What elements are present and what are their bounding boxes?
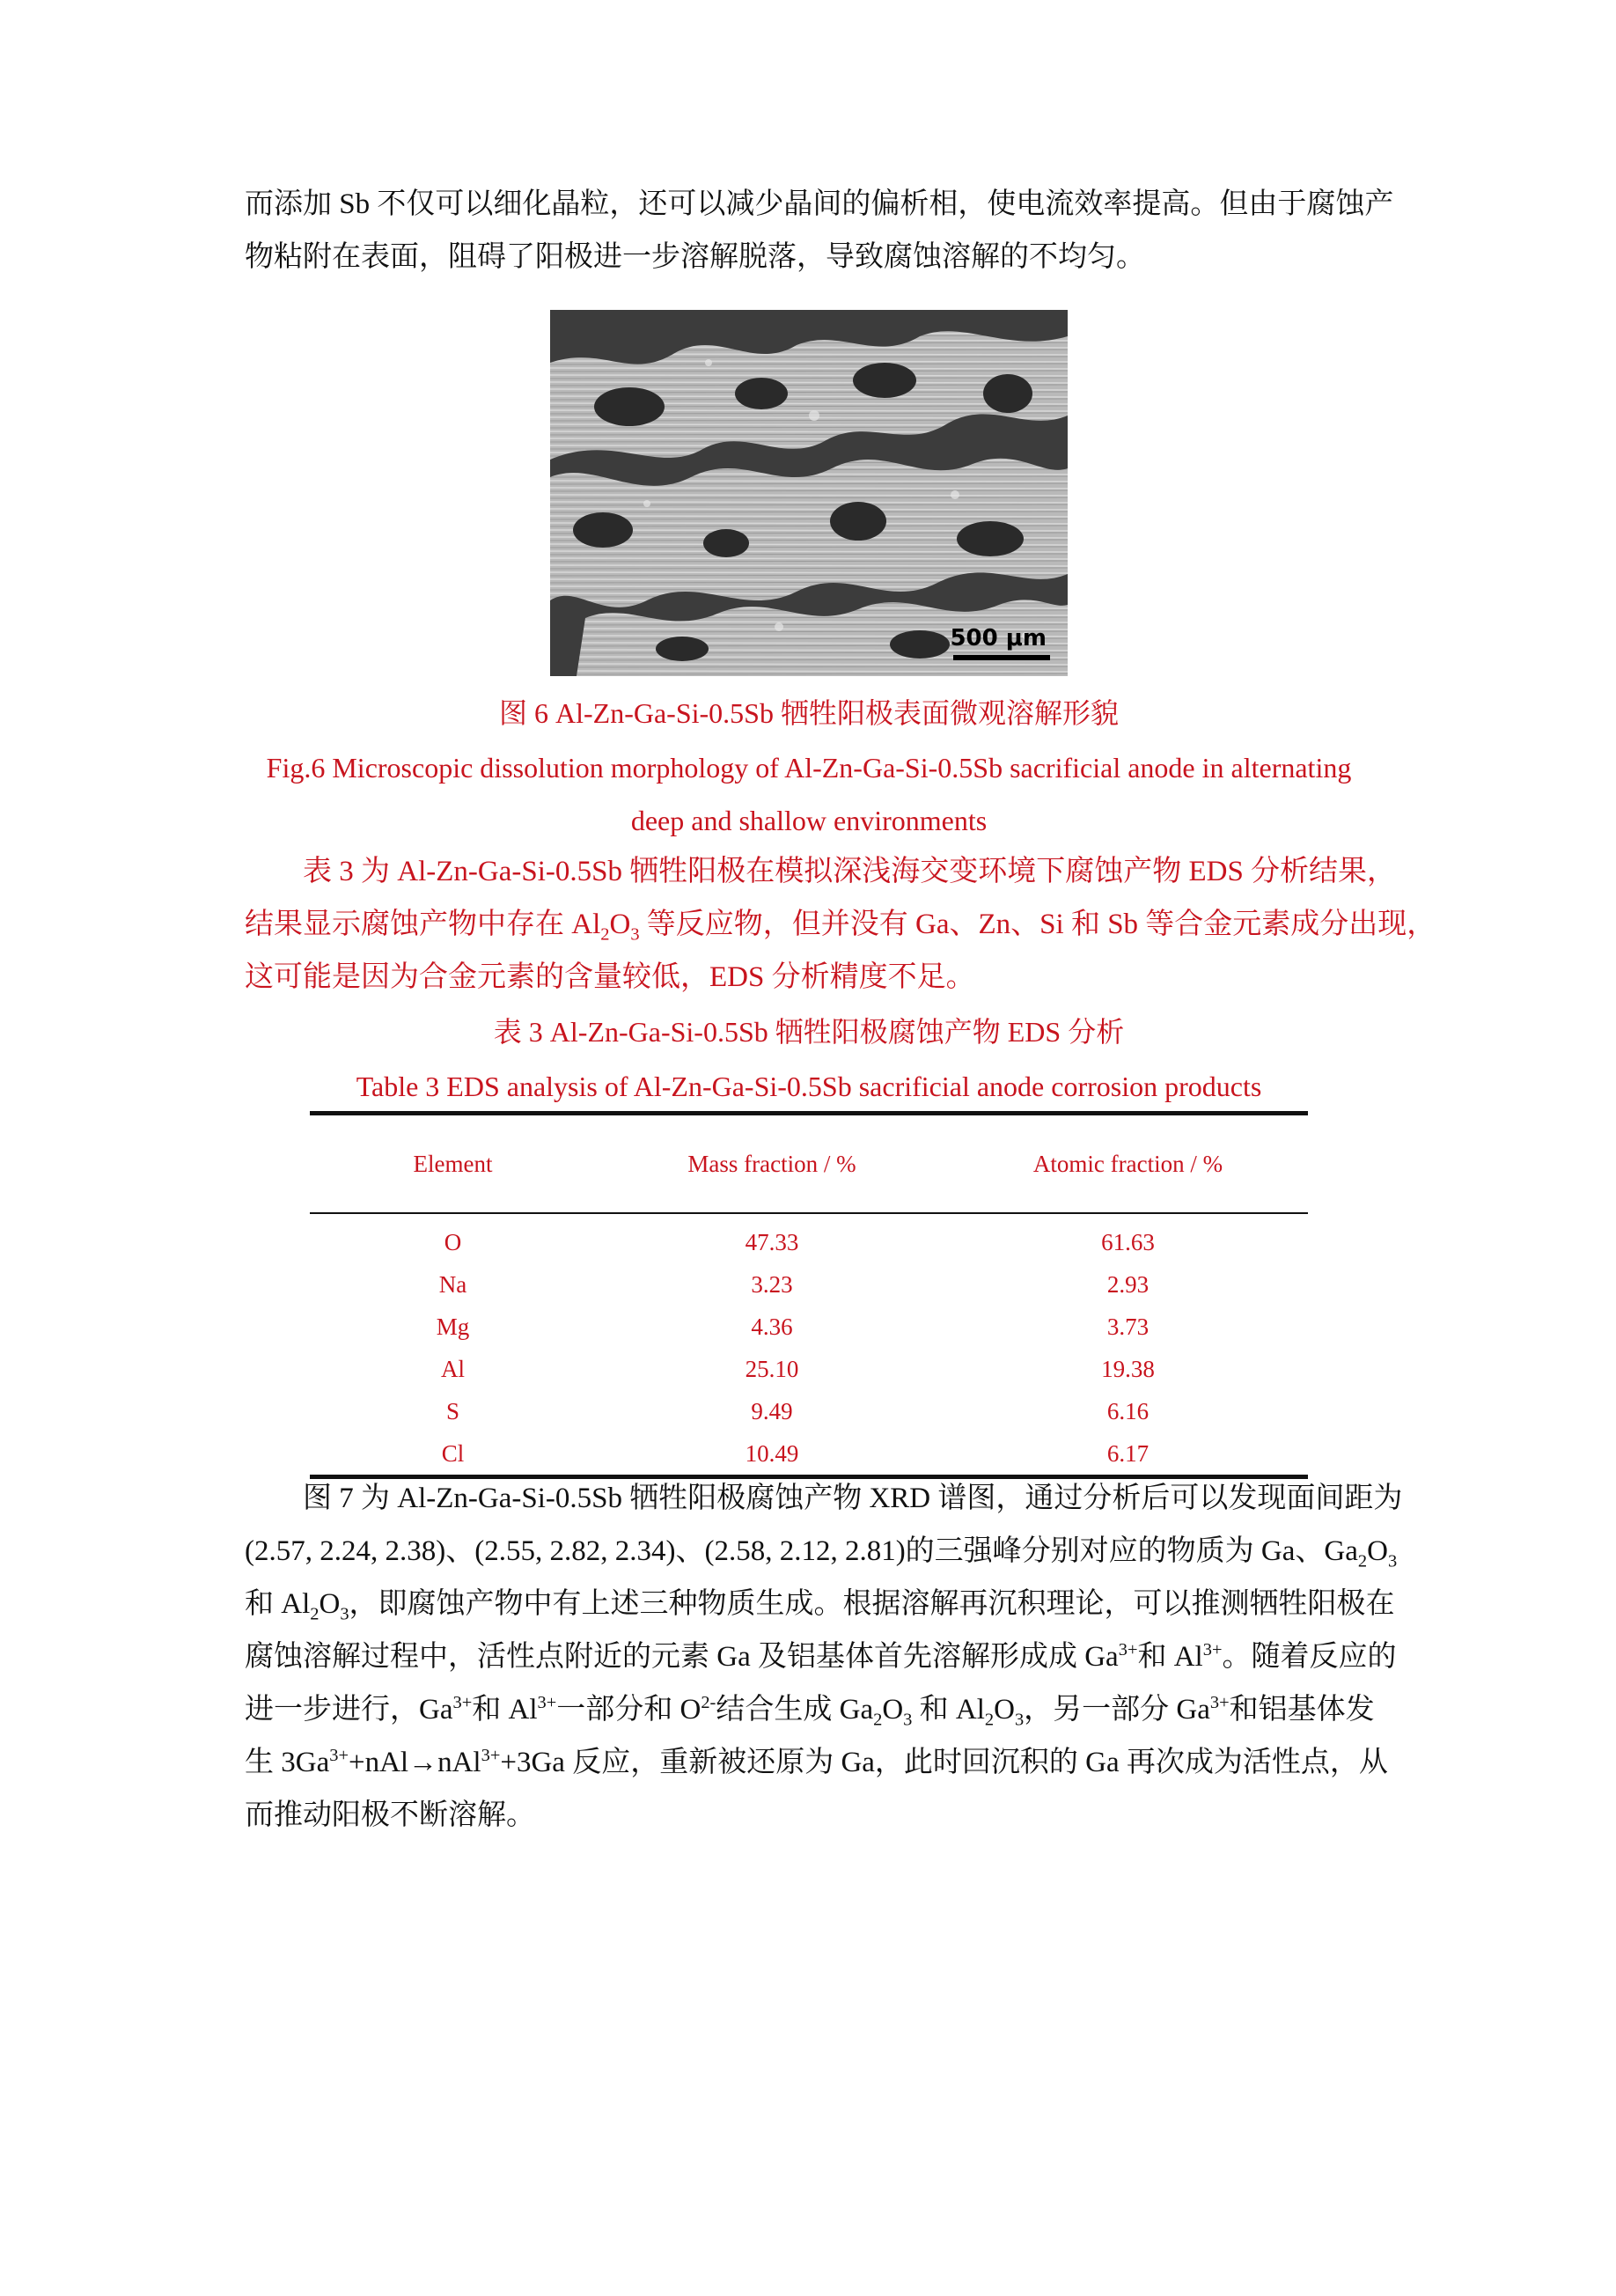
xrd-line-4: 腐蚀溶解过程中，活性点附近的元素 Ga 及铝基体首先溶解形成成 $Ga^{3+}$和 $Al^{3+}$。随着反应的 <box>245 1640 1397 1673</box>
table-caption-en: Table 3 EDS analysis of Al-Zn-Ga-Si-0.5Sb sacrificial anode corrosion products <box>356 1071 1262 1102</box>
figure-caption-en-line-2: deep and shallow environments <box>630 805 988 836</box>
cell-element: Al <box>441 1355 465 1382</box>
table-intro-paragraph <box>245 845 1436 1004</box>
cell-atomic: 3.73 <box>1106 1313 1150 1340</box>
cell-mass: 4.36 <box>751 1313 793 1340</box>
cell-element: Cl <box>310 1432 596 1477</box>
cell-mass: 25.10 <box>745 1355 799 1382</box>
header-element: Element <box>310 1114 596 1214</box>
cell-atomic: 6.17 <box>948 1432 1308 1477</box>
table-row <box>310 1432 1308 1477</box>
xrd-line-7: 而推动阳极不断溶解。 <box>245 1799 535 1831</box>
header-atomic-fraction: Atomic fraction / % <box>948 1114 1308 1214</box>
cell-element: O <box>444 1228 462 1255</box>
xrd-line-3: 和 $Al_2O_3$，即腐蚀产物中有上述三种物质生成。根据溶解再沉积理论，可以推测牺牲阳极在 <box>245 1588 1395 1624</box>
table-row <box>310 1348 1308 1390</box>
table-header-row <box>310 1114 1308 1214</box>
cell-mass: 47.33 <box>745 1228 799 1255</box>
table-row <box>310 1263 1308 1306</box>
micrograph-figure <box>550 310 1068 676</box>
figure-caption-en <box>245 741 1373 847</box>
table-intro-line-1: 表 3 为 Al-Zn-Ga-Si-0.5Sb 牺牲阳极在模拟深浅海交变环境下腐蚀产物 EDS 分析结果， <box>303 856 1397 887</box>
intro-line-2: 物粘附在表面，阻碍了阳极进一步溶解脱落，导致腐蚀溶解的不均匀。 <box>245 241 1145 273</box>
table-intro-line-3: 这可能是因为合金元素的含量较低，EDS 分析精度不足。 <box>245 961 975 993</box>
figure-caption-cn: 图 6 Al-Zn-Ga-Si-0.5Sb 牺牲阳极表面微观溶解形貌 <box>499 697 1119 729</box>
cell-atomic: 61.63 <box>1101 1228 1155 1255</box>
header-mass-fraction: Mass fraction / % <box>596 1114 948 1214</box>
cell-atomic: 2.93 <box>1106 1270 1150 1298</box>
cell-mass: 3.23 <box>751 1270 793 1298</box>
cell-atomic: 6.16 <box>1106 1397 1150 1424</box>
table-row <box>310 1390 1308 1432</box>
table-intro-line-2: 结果显示腐蚀产物中存在 $Al_2O_3$ 等反应物，但并没有 Ga、Zn、Si 和 Sb 等合金元素成分出现， <box>245 909 1436 945</box>
scale-bar-label: 500 μm <box>950 625 1047 651</box>
table-caption-cn: 表 3 Al-Zn-Ga-Si-0.5Sb 牺牲阳极腐蚀产物 EDS 分析 <box>493 1016 1125 1048</box>
cell-element: S <box>445 1397 460 1424</box>
xrd-line-1: 图 7 为 Al-Zn-Ga-Si-0.5Sb 牺牲阳极腐蚀产物 XRD 谱图，通过分析后可以发现面间距为 <box>303 1483 1403 1514</box>
xrd-paragraph <box>245 1472 1403 1842</box>
table-row <box>310 1306 1308 1348</box>
cell-atomic: 19.38 <box>1101 1355 1155 1382</box>
intro-line-1: 而添加 Sb 不仅可以细化晶粒，还可以减少晶间的偏析相，使电流效率提高。但由于腐蚀产 <box>245 188 1394 220</box>
xrd-line-5: 进一步进行，$Ga^{3+}$和 $Al^{3+}$一部分和 $O^{2-}$结合生成 $Ga_2O_3$ 和 $Al_2O_3$，另一部分 $Ga^{3+}$和铝基体发 <box>245 1693 1375 1730</box>
cell-mass: 10.49 <box>596 1432 948 1477</box>
eds-table <box>310 1111 1308 1479</box>
cell-element: Na <box>438 1270 467 1298</box>
xrd-line-2: (2.57, 2.24, 2.38)、(2.55, 2.82, 2.34)、(2.58, 2.12, 2.81)的三强峰分别对应的物质为 Ga、$Ga_2O_3$ <box>245 1535 1398 1571</box>
table-row <box>310 1213 1308 1263</box>
xrd-line-6: 生 $3Ga^{3+}+nAl\to nAl^{3+}+3Ga$ 反应，重新被还原为 Ga，此时回沉积的 Ga 再次成为活性点，从 <box>245 1746 1388 1778</box>
figure-caption-en-line-1: Fig.6 Microscopic dissolution morphology of Al-Zn-Ga-Si-0.5Sb sacrificial anode in alternating <box>266 752 1352 784</box>
cell-element: Mg <box>436 1313 470 1340</box>
intro-paragraph <box>245 178 1394 283</box>
cell-mass: 9.49 <box>751 1397 793 1424</box>
scale-bar <box>953 655 1050 660</box>
micrograph-image <box>550 310 1068 676</box>
